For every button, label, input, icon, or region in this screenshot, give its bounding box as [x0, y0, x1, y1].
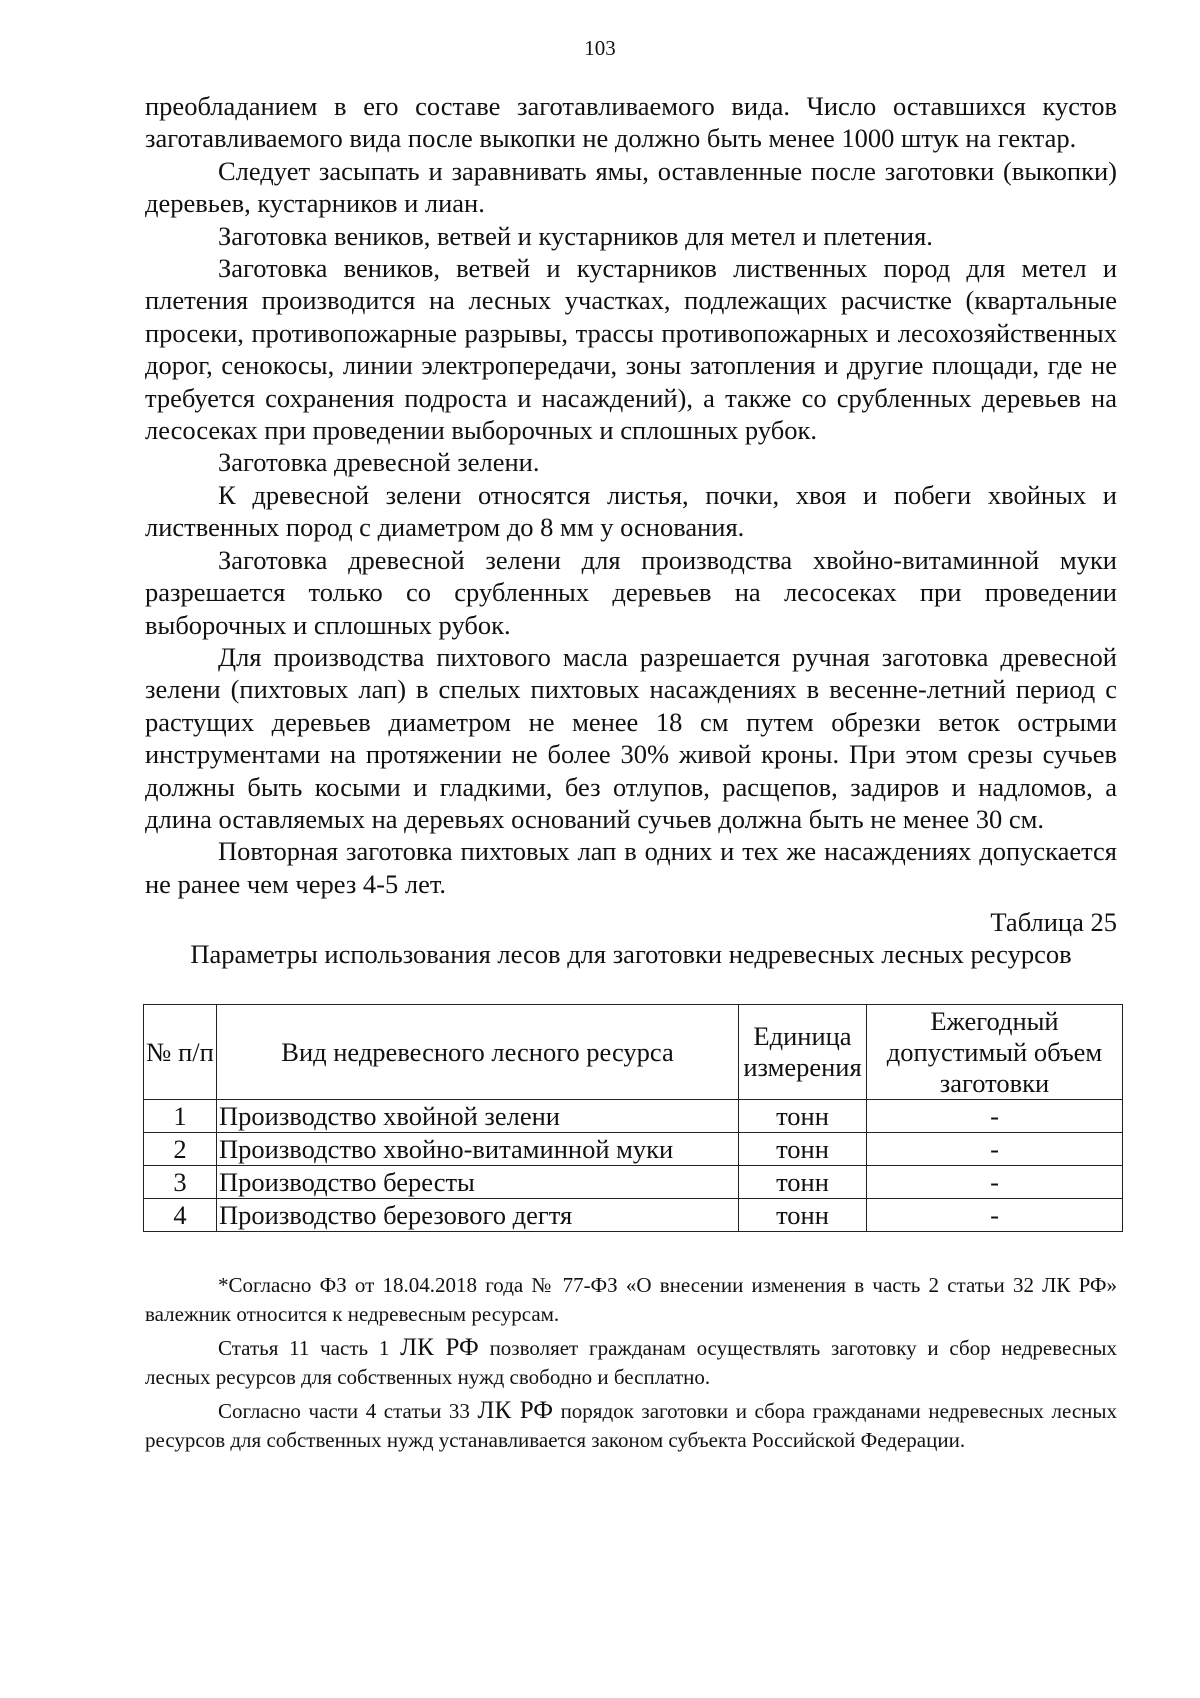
row-name: Производство хвойно-витаминной муки [217, 1133, 739, 1166]
table-label: Таблица 25 [990, 907, 1117, 937]
footnote-text: Статья 11 часть 1 [218, 1336, 390, 1360]
row-volume: - [867, 1100, 1123, 1133]
row-unit: тонн [739, 1100, 867, 1133]
paragraph: Следует засыпать и заравнивать ямы, оставленные после заготовки (выкопки) деревьев, кустарников и лиан. [145, 155, 1117, 219]
paragraph: К древесной зелени относятся листья, почки, хвоя и побеги хвойных и лиственных пород с диаметром до 8 мм у основания. [145, 479, 1117, 543]
row-unit: тонн [739, 1133, 867, 1166]
row-unit: тонн [739, 1199, 867, 1232]
footnote-article-33 [145, 1397, 1117, 1454]
header-num: № п/п [144, 1005, 217, 1100]
table-title: Параметры использования лесов для заготовки недревесных лесных ресурсов [190, 939, 1072, 969]
footnotes [145, 1271, 1117, 1460]
row-num: 1 [144, 1100, 217, 1133]
header-unit: Единица измерения [739, 1005, 867, 1100]
row-volume: - [867, 1133, 1123, 1166]
paragraph: Заготовка древесной зелени для производства хвойно-витаминной муки разрешается только со срубленных деревьев на лесосеках при проведении выборочных и сплошных рубок. [145, 544, 1117, 640]
footnote-text: позволяет гражданам осуществлять заготовку и сбор недревесных лесных ресурсов для собственных нужд свободно и бесплатно. [145, 1336, 1118, 1389]
row-volume: - [867, 1166, 1123, 1199]
table-row [144, 1166, 1123, 1199]
paragraph: Заготовка веников, ветвей и кустарников лиственных пород для метел и плетения производится на лесных участках, подлежащих расчистке (квартальные просеки, противопожарные разрывы, трассы противопожарных и лесохозяйственных дорог, сенокосы, линии электропередачи, зоны затопления и другие площади, где не требуется сохранения подроста и насаждений), а также со срубленных деревьев на лесосеках при проведении выборочных и сплошных рубок. [145, 253, 1117, 446]
paragraph: Заготовка древесной зелени. [218, 447, 540, 478]
footnote-valezhnik: *Согласно ФЗ от 18.04.2018 года № 77-ФЗ «О внесении изменения в часть 2 статьи 32 ЛК РФ» валежник относится к недревесным ресурсам. [145, 1273, 1117, 1326]
row-name: Производство березового дегтя [217, 1199, 739, 1232]
footnote-lk-rf: ЛК РФ [477, 1397, 553, 1424]
row-num: 4 [144, 1199, 217, 1232]
table-header-row [144, 1005, 1123, 1100]
header-volume: Ежегодный допустимый объем заготовки [867, 1005, 1123, 1100]
paragraph: Заготовка веников, ветвей и кустарников для метел и плетения. [218, 220, 933, 251]
body-text [145, 90, 1117, 900]
footnote-text: Согласно части 4 статьи 33 [218, 1399, 470, 1423]
row-name: Производство бересты [217, 1166, 739, 1199]
row-unit: тонн [739, 1166, 867, 1199]
footnote-article-11 [145, 1334, 1117, 1391]
row-volume: - [867, 1199, 1123, 1232]
table-row [144, 1100, 1123, 1133]
row-name: Производство хвойной зелени [217, 1100, 739, 1133]
row-num: 3 [144, 1166, 217, 1199]
header-name: Вид недревесного лесного ресурса [217, 1005, 739, 1100]
row-num: 2 [144, 1133, 217, 1166]
paragraph: Повторная заготовка пихтовых лап в одних и тех же насаждениях допускается не ранее чем через 4-5 лет. [145, 836, 1117, 899]
resources-table [143, 1004, 1123, 1232]
paragraph: Для производства пихтового масла разрешается ручная заготовка древесной зелени (пихтовых лап) в спелых пихтовых насаждениях в весенне-летний период с растущих деревьев диаметром не менее 18 см путем обрезки веток острыми инструментами на протяжении не более 30% живой кроны. При этом срезы сучьев должны быть косыми и гладкими, без отлупов, расщепов, задиров и надломов, а длина оставляемых на деревьях оснований сучьев должна быть не менее 30 см. [145, 641, 1117, 834]
footnote-lk-rf: ЛК РФ [400, 1334, 479, 1361]
footnote-text: порядок заготовки и сбора гражданами недревесных лесных ресурсов для собственных нужд устанавливается законом субъекта Российской Федерации. [145, 1399, 1118, 1452]
table-row [144, 1199, 1123, 1232]
table-row [144, 1133, 1123, 1166]
paragraph: преобладанием в его составе заготавливаемого вида. Число оставшихся кустов заготавливаемого вида после выкопки не должно быть менее 1000 штук на гектар. [145, 91, 1117, 154]
page-number: 103 [584, 36, 616, 60]
